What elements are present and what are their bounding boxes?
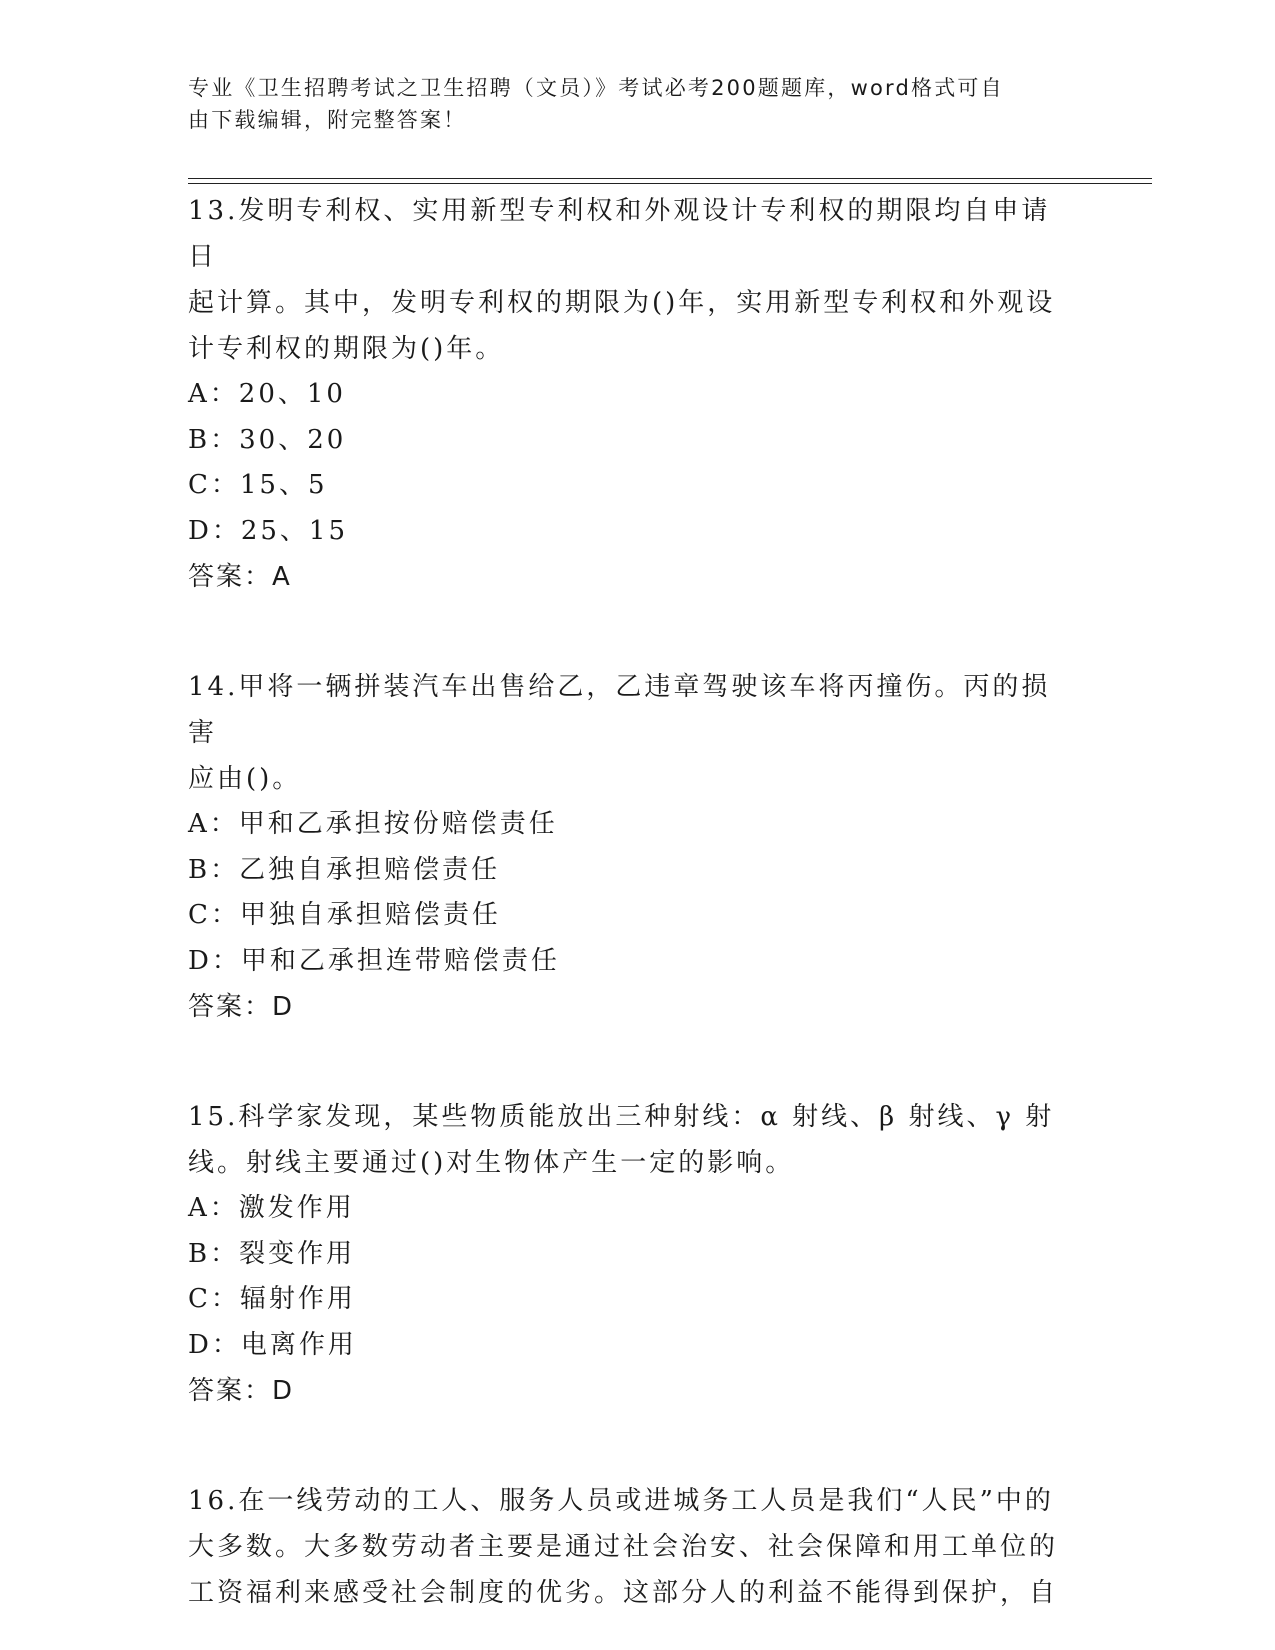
question-stem-line: 15.科学家发现，某些物质能放出三种射线：α 射线、β 射线、γ 射 bbox=[188, 1102, 1055, 1132]
question-list bbox=[188, 188, 1078, 1616]
question-stem-line: 工资福利来感受社会制度的优劣。这部分人的利益不能得到保护，自 bbox=[188, 1578, 1059, 1608]
option-d: D：电离作用 bbox=[188, 1329, 357, 1360]
answer-label: 答案：D bbox=[188, 992, 295, 1022]
question-stem-line: 计专利权的期限为()年。 bbox=[188, 334, 505, 364]
answer-label: 答案：A bbox=[188, 562, 292, 592]
question-16 bbox=[188, 1478, 1078, 1616]
question-stem-line: 线。射线主要通过()对生物体产生一定的影响。 bbox=[188, 1148, 795, 1178]
option-a: A：甲和乙承担按份赔偿责任 bbox=[188, 809, 558, 839]
answer-label: 答案：D bbox=[188, 1376, 295, 1406]
question-14 bbox=[188, 664, 1078, 1030]
option-b: B：30、20 bbox=[188, 424, 347, 455]
header-line-2: 由下载编辑，附完整答案！ bbox=[188, 108, 467, 132]
question-stem-line: 13.发明专利权、实用新型专利权和外观设计专利权的期限均自申请日 bbox=[188, 196, 1051, 272]
question-stem-line: 16.在一线劳动的工人、服务人员或进城务工人员是我们“人民”中的 bbox=[188, 1486, 1054, 1516]
question-stem-line: 大多数。大多数劳动者主要是通过社会治安、社会保障和用工单位的 bbox=[188, 1532, 1059, 1562]
header-divider-bottom bbox=[188, 183, 1152, 184]
option-c: C：辐射作用 bbox=[188, 1284, 356, 1314]
option-b: B：乙独自承担赔偿责任 bbox=[188, 854, 501, 885]
question-stem-line: 14.甲将一辆拼装汽车出售给乙，乙违章驾驶该车将丙撞伤。丙的损害 bbox=[188, 672, 1051, 748]
header-divider-top bbox=[188, 178, 1152, 179]
question-stem-line: 起计算。其中，发明专利权的期限为()年，实用新型专利权和外观设 bbox=[188, 288, 1056, 318]
option-d: D：25、15 bbox=[188, 515, 349, 546]
option-b: B：裂变作用 bbox=[188, 1238, 356, 1269]
option-a: A：激发作用 bbox=[188, 1193, 355, 1223]
question-stem-line: 应由()。 bbox=[188, 764, 302, 794]
document-header bbox=[188, 72, 1068, 136]
option-d: D：甲和乙承担连带赔偿责任 bbox=[188, 945, 560, 976]
option-a: A：20、10 bbox=[188, 379, 346, 409]
question-15 bbox=[188, 1094, 1078, 1414]
option-c: C：15、5 bbox=[188, 470, 328, 500]
header-line-1: 专业《卫生招聘考试之卫生招聘（文员）》考试必考200题题库，word格式可自 bbox=[188, 76, 1004, 100]
option-c: C：甲独自承担赔偿责任 bbox=[188, 900, 501, 930]
question-13 bbox=[188, 188, 1078, 600]
